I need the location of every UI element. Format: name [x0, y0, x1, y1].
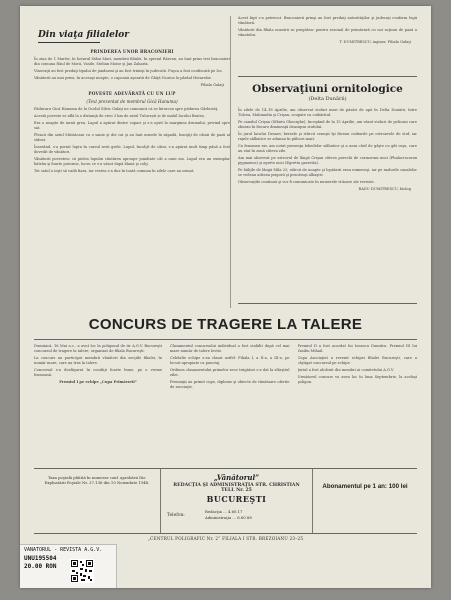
continued-article	[238, 16, 417, 74]
contest-column	[298, 344, 418, 464]
subscription-box	[312, 469, 417, 533]
inventory-sticker	[20, 544, 117, 588]
contest-columns	[34, 344, 417, 464]
sticker-price: 20.00 RON	[24, 563, 57, 570]
contest-column	[34, 344, 162, 464]
contest-column	[170, 344, 290, 464]
story1-paragraph: Vinovaţii au fost predaţi tipului de jandarmi şi au fost trimişi în judecată. Puşca a fost confiscată pe loc.	[34, 69, 223, 73]
contest-paragraph: Concursul s-a desfăşurat în condiţii foarte bune, pe o vreme frumoasă.	[34, 368, 162, 377]
story1-paragraph: În ziua de 1 Martie, în hotarul Stâni Mari, membrii filialei, în special Răzvan, au luat prins trei braconieri din comuna Răul de Moră, Vasile, Stelian Moise şi Jan Zaharia.	[34, 57, 230, 66]
section-title-underline	[38, 42, 100, 43]
contest-paragraph: Următorul concurs va avea loc în luna Septembrie, la acelaşi poligon.	[297, 375, 417, 384]
contest-paragraph: Juriul a fost alcătuit din membri ai comitetului A.G.V.	[297, 368, 395, 372]
printer-line: „CENTRUL POLIGRAFIC Nr. 2” FILIALA I STR. BREZOIANU 23–25	[147, 536, 304, 541]
telephone-label: Telefon:	[167, 513, 185, 518]
section-title: Din viaţa filialelor	[38, 30, 130, 40]
postage-note: Taxa poştală plătită în numerar conf. aprobării Dir. Exploatării Poştale Nr. 27.136 din 15 Noiembrie 1948.	[34, 469, 161, 533]
contest-paragraph: La concurs au participat membrii vânători din secţiile filialei, în număr mare, care au tras la talere.	[34, 356, 162, 365]
ornithology-paragraph: Ca fenomen rar, am notat prezenţa lebedelor sălbatice şi a unui cârd de gâşte cu gât roşu, care au stat în zonă câteva zile.	[238, 144, 417, 153]
continued-paragraph: Vânătorii din filiala noastră se pregătesc pentru sezonul de primăvară cu noi acţiuni de pază a vânatului.	[238, 28, 417, 37]
story2-paragraph: Acestă poveste se află la o distanţă de vreo 3 km de satul Tulucești și de malul lacului Brateș.	[34, 114, 205, 118]
contest-paragraph: Premiul II a fost acordat lui Ionescu Dumitru. Premiul III lui Vasiliu Mihail.	[297, 344, 417, 353]
ornithology-signature: RADU DUMITRESCU, biolog	[358, 187, 411, 191]
telephone-list	[205, 509, 252, 521]
story1-title: PRINDEREA UNOR BRACONIERI	[90, 49, 174, 54]
qr-code-icon	[70, 559, 94, 583]
story2-paragraph: Păduraru Gică Hanuma de la Ocolul Silvic Galaţi ne comunică că se întorcea spre pădurea Gârbovăţ.	[34, 107, 219, 111]
sticker-title: VANATORUL - REVISTA A.G.V.	[24, 547, 103, 553]
story1-signature: Filiala Galaţi	[200, 83, 224, 87]
magazine-page	[20, 6, 431, 588]
contest-paragraph: Ordinea clasamentului primelor zece trăgători s-a dat la sfârşitul zilei.	[170, 368, 290, 377]
ornithology-paragraph: În zilele de 14–18 Aprilie, am observat stoluri mari de păsări de apă în Delta Dunării, între Tulcea, Mahmudia şi Crişan, ocupate cu cuibăritul.	[238, 108, 417, 117]
story2-paragraph: Vânătorii povestesc că pielea lupului cântărea aproape jumătate cât a unui om. Lupul era un exemplar bătrân şi foarte puternic, lucru ce s-a văzut după blană şi colţi.	[34, 157, 230, 166]
story1-paragraph: Vânătorii au mai prins, în aceeaşi noapte, o capcană aşezată de Ghiţă Viorica la pârâul Hotarelor.	[34, 76, 212, 80]
masthead-box	[34, 468, 417, 534]
left-column	[34, 16, 230, 308]
ornithology-subtitle: (Delta Dunării)	[308, 96, 347, 102]
ornithology-article	[238, 76, 417, 304]
contest-paragraph: Duminică, 16 Mai a.c., a avut loc la poligonul de tir A.G.V. Bucureşti concursul de tragere la talere, organizat de filiala Bucureşti.	[34, 344, 162, 353]
continued-signature: T. DUMITRESCU, inginer, Filiala Galaţi	[339, 40, 411, 44]
contest-paragraph: Cupa Asociaţiei a revenit echipei filialei Bucureşti, care a câştigat concursul pe echipe.	[297, 356, 417, 365]
column-divider	[230, 16, 231, 308]
continued-paragraph: Acest fapt s-a petrecut. Braconierii prinşi au fost predaţi autorităţilor şi judecaţi conform legii vânătorii.	[238, 16, 417, 25]
editorial-city: BUCUREŞTI	[206, 494, 267, 504]
editorial-info	[161, 469, 312, 533]
right-column	[238, 16, 417, 308]
telephone-row: Administraţia ... 6.60.88	[205, 515, 252, 520]
sticker-code: UNU195504	[24, 555, 57, 562]
editorial-address: REDACŢIA ŞI ADMINISTRAŢIA STR. CHRISTIAN TELL Nr. 25	[173, 483, 300, 493]
contest-paragraph: Premiul I pe echipe „Cupa Primăverii”	[59, 380, 137, 384]
ornithology-paragraph: Pe bălţile de lângă Mila 23, stârcii de noapte şi lopătarii erau numeroşi, iar pe malurile canalelor se vedeau adesea prigorii şi pescăruşi albaştri.	[238, 168, 417, 177]
ornithology-paragraph: Observaţiile continuă şi vor fi comunicate în numerele viitoare ale revistei.	[238, 180, 375, 184]
top-columns	[34, 16, 417, 308]
contest-paragraph: Celelalte echipe s-au clasat astfel: Filiala I, a II-a, a III-a, pe locuri apropiate ca punctaj.	[170, 356, 290, 365]
story2-paragraph: Pleacă din satul Măstăcani cu o sanie şi doi cai şi au luat urmele în zăpadă, însoţiţi de câinii de pază ai stânei.	[34, 133, 230, 142]
ornithology-paragraph: Pe canalul Crişan (Sfântu Gheorghe), începând de la 15 Aprilie, am văzut stoluri de pelicani care zburau în fiecare dimineaţă deasupra stufului.	[238, 120, 417, 129]
ornithology-paragraph: Am mai observat pe ostrovul de lângă Crişan câteva perechi de cormorani mici (Phalacrocorax pygmaeus) şi egrete mici (Egretta garzetta).	[238, 156, 417, 165]
contest-banner: CONCURS DE TRAGERE LA TALERE	[88, 316, 363, 333]
ornithology-paragraph: În jurul lacului Dranov, berzele şi stârcii cenuşii îşi făceau cuiburile pe ostroavele de stuf, iar raţele sălbatice se adunau în pâlcuri mari.	[238, 132, 417, 141]
magazine-name: „Vânătorul”	[213, 473, 260, 482]
contest-paragraph: Premiaţii au primit cupe, diplome şi obiecte de vânătoare oferite de asociaţie.	[170, 380, 290, 389]
story2-paragraph: Tot satul a ieşit să vadă fiara, iar vestea s-a dus în toată comuna în zilele care au urmat.	[34, 169, 195, 173]
story2-paragraph: Înserând, s-a pornit lupta în cursul serii grele. Lupul, încolţit de câini, s-a apărat mult timp până a fost dovedit de vânători.	[34, 145, 230, 154]
story2-subtitle: (Text prezentat de membrul Gică Hanuma)	[86, 99, 178, 104]
banner-divider	[34, 339, 417, 340]
subscription-price: Abonamentul pe 1 an: 100 lei	[322, 483, 408, 490]
story2-title: POVESTE ADEVĂRATĂ CU UN LUP	[88, 91, 176, 96]
telephone-row: Redacţia ... 4.60.17	[205, 509, 243, 514]
ornithology-title: Observaţiuni ornitologice	[252, 83, 403, 95]
contest-paragraph: Clasamentul concursului individual a fost stabilit după cel mai mare număr de talere lovite.	[170, 344, 290, 353]
story2-paragraph: Era o noapte de iarnă grea. Lupul a apărut dintre copaci şi s-a oprit la marginea drumului, privind spre sat.	[34, 121, 230, 130]
